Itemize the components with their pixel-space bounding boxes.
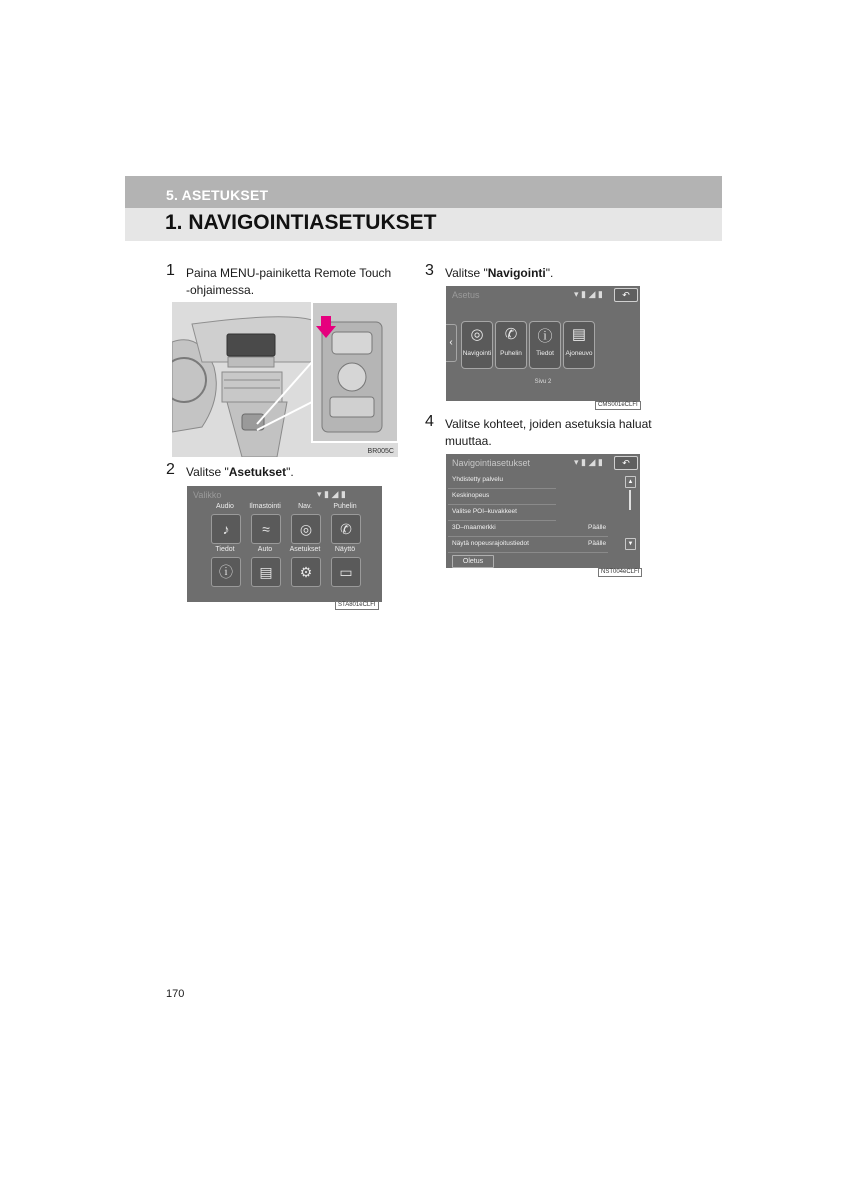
back-button[interactable]: ↶ xyxy=(614,456,638,470)
scroll-down-button[interactable]: ▼ xyxy=(625,538,636,550)
tile-label: Puhelin xyxy=(500,350,522,357)
display-monitor-icon[interactable]: ▭ xyxy=(331,557,361,587)
figure-code: CMS001eCLFI xyxy=(595,401,641,410)
setting-row[interactable] xyxy=(448,474,556,489)
climate-fan-icon[interactable]: ≈ xyxy=(251,514,281,544)
menu-label-info: Tiedot xyxy=(215,546,235,553)
settings-tile-navigation[interactable] xyxy=(461,321,493,369)
phone-icon[interactable]: ✆ xyxy=(331,514,361,544)
screen-title: Valikko xyxy=(193,490,222,500)
scrollbar[interactable] xyxy=(629,490,631,510)
navigation-settings-screen xyxy=(446,454,640,568)
menu-item-name: Navigointi xyxy=(487,266,546,280)
dashboard-drawing xyxy=(172,302,398,457)
setting-value: Päälle xyxy=(588,524,607,531)
step-number: 1 xyxy=(166,262,175,279)
dashboard-illustration xyxy=(172,302,398,457)
menu-label-audio: Audio xyxy=(216,503,234,510)
screen-title: Asetus xyxy=(452,290,480,300)
tile-label: Tiedot xyxy=(536,350,554,357)
menu-label-climate: Ilmastointi xyxy=(249,503,281,510)
step-2 xyxy=(166,461,386,482)
figure-code: NST004eCLFI xyxy=(598,568,642,577)
step-text-line2: muuttaa. xyxy=(445,434,492,448)
setting-row[interactable] xyxy=(448,506,556,521)
setting-label: Yhdistetty palvelu xyxy=(452,476,503,483)
status-icons: ▾ ▮ ◢ ▮ xyxy=(574,457,603,467)
step-number: 3 xyxy=(425,262,434,279)
menu-item-name: Asetukset xyxy=(228,465,287,479)
menu-screen xyxy=(187,486,382,602)
settings-gear-icon[interactable]: ⚙ xyxy=(291,557,321,587)
music-note-icon[interactable]: ♪ xyxy=(211,514,241,544)
step-number: 4 xyxy=(425,413,434,430)
setting-value: Päälle xyxy=(588,540,607,547)
step-number: 2 xyxy=(166,461,175,478)
page-title: 1. NAVIGOINTIASETUKSET xyxy=(165,211,437,234)
step-4 xyxy=(425,413,670,450)
setting-row[interactable] xyxy=(448,490,556,505)
status-icons: ▾ ▮ ◢ ▮ xyxy=(317,489,346,499)
status-icons: ▾ ▮ ◢ ▮ xyxy=(574,289,603,299)
setting-label: Näytä nopeusrajoitustiedot xyxy=(452,540,529,547)
setting-label: 3D–maamerkki xyxy=(452,524,496,531)
page-number: 170 xyxy=(166,988,185,1000)
default-button[interactable]: Oletus xyxy=(452,555,494,568)
setting-row[interactable] xyxy=(448,522,608,537)
tile-label: Ajoneuvo xyxy=(565,350,593,357)
settings-tile-info[interactable] xyxy=(529,321,561,369)
key-name: MENU xyxy=(220,266,256,280)
figure-code: STA801eCLFI xyxy=(335,601,379,610)
back-button[interactable]: ↶ xyxy=(614,288,638,302)
menu-label-phone: Puhelin xyxy=(333,503,357,510)
setting-label: Keskinopeus xyxy=(452,492,490,499)
step-1 xyxy=(166,262,411,299)
step-text: Valitse kohteet, joiden asetuksia haluat xyxy=(445,417,652,431)
compass-icon: ◎ xyxy=(470,326,484,343)
settings-screen xyxy=(446,286,640,401)
menu-label-car: Auto xyxy=(257,546,273,553)
step-3 xyxy=(425,262,645,283)
car-icon[interactable]: ▤ xyxy=(251,557,281,587)
car-settings-icon: ▤ xyxy=(571,326,587,343)
settings-tile-vehicle[interactable] xyxy=(563,321,595,369)
tile-label: Navigointi xyxy=(462,350,492,357)
menu-label-nav: Nav. xyxy=(298,503,312,510)
info-icon[interactable]: ⓘ xyxy=(211,557,241,587)
menu-label-settings: Asetukset xyxy=(289,546,321,553)
compass-icon[interactable]: ◎ xyxy=(291,514,321,544)
chevron-left-icon[interactable]: ‹ xyxy=(446,324,457,362)
setting-label: Valitse POI–kuvakkeet xyxy=(452,508,517,515)
scroll-up-button[interactable]: ▲ xyxy=(625,476,636,488)
section-title: 5. ASETUKSET xyxy=(166,187,269,203)
menu-label-display: Näyttö xyxy=(334,546,356,553)
screen-title: Navigointiasetukset xyxy=(452,458,531,468)
section-header xyxy=(125,176,722,208)
page-indicator: Sivu 2 xyxy=(534,379,552,385)
info-icon: ⓘ xyxy=(537,328,553,345)
step-text: Valitse "Asetukset". xyxy=(186,465,294,479)
phone-icon: ✆ xyxy=(504,326,518,343)
setting-row[interactable] xyxy=(448,538,608,553)
figure-code: BR005C xyxy=(367,448,394,455)
step-text-line2: -ohjaimessa. xyxy=(186,283,255,297)
chapter-header xyxy=(125,208,722,241)
settings-tile-phone[interactable] xyxy=(495,321,527,369)
step-text: Valitse "Navigointi". xyxy=(445,266,554,280)
step-text: Paina MENU-painiketta Remote Touch xyxy=(186,266,392,280)
